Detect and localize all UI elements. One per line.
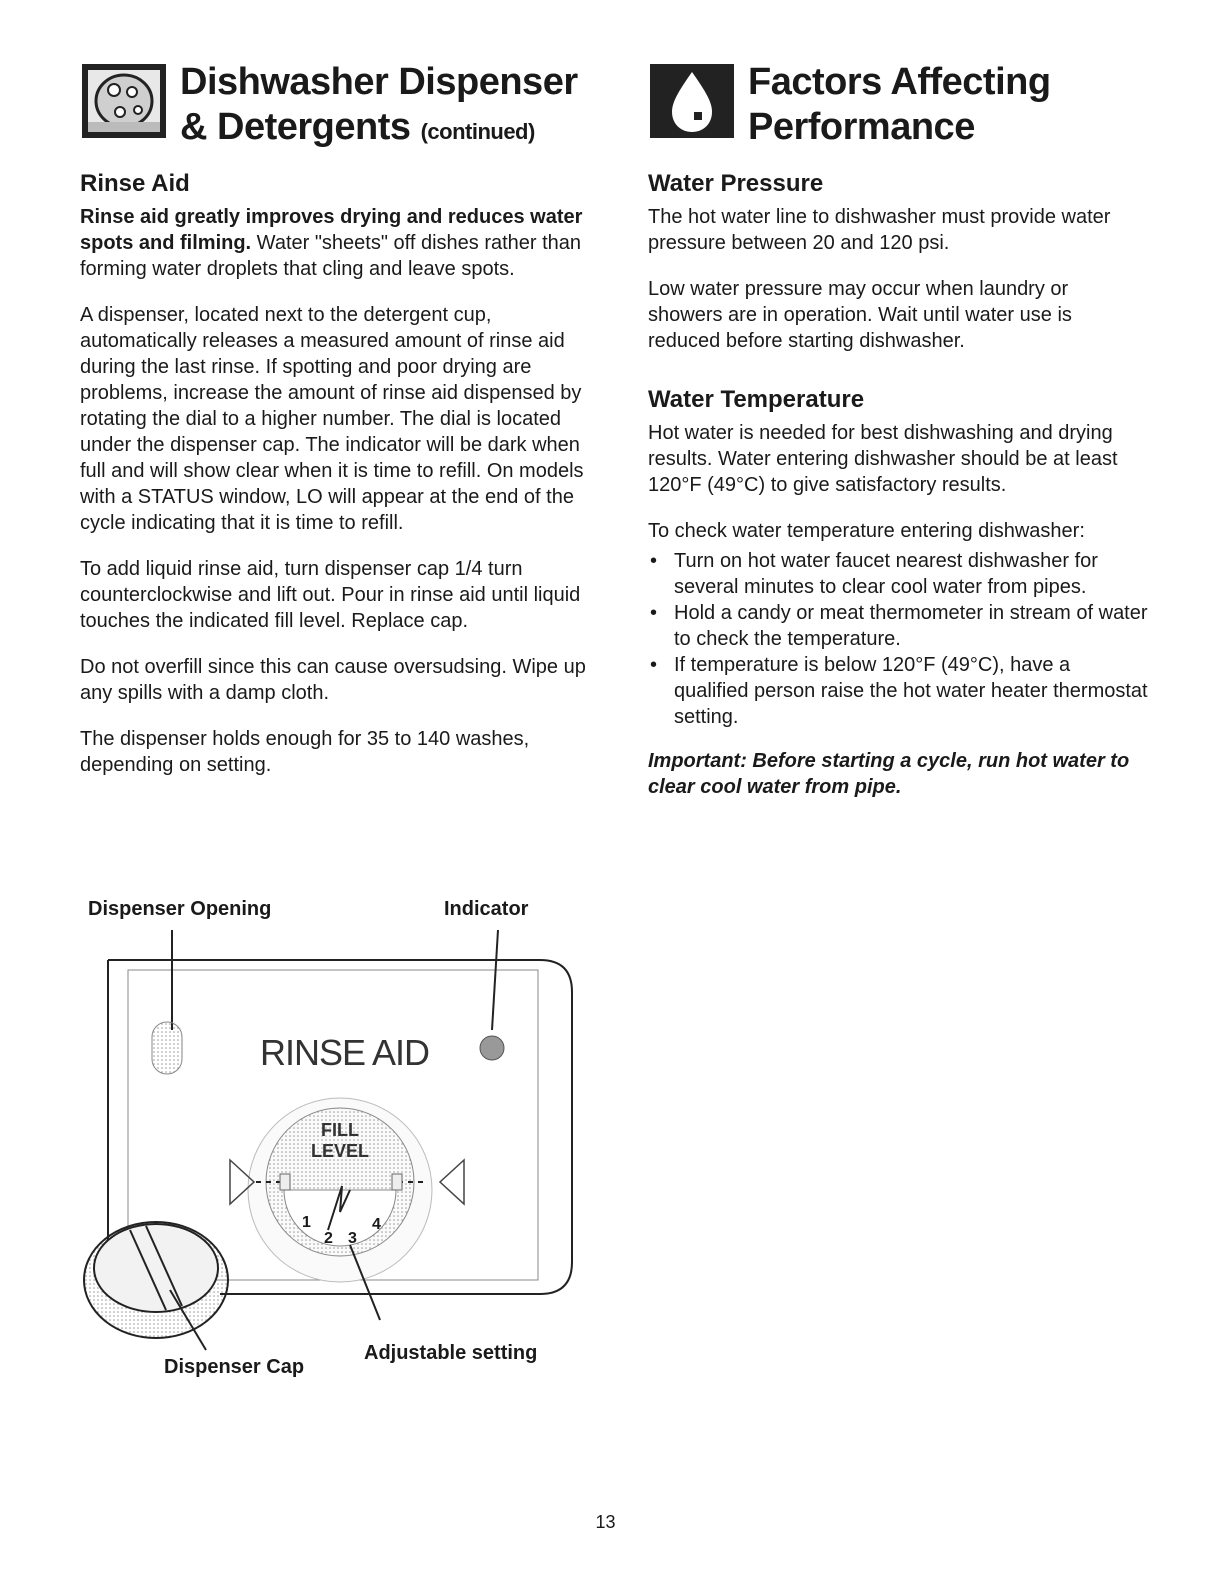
section-header-dispenser [80,60,590,170]
title-suffix: (continued) [420,119,535,144]
rinse-aid-heading: Rinse Aid [80,170,190,197]
water-temperature-heading: Water Temperature [648,386,865,413]
title-line-1: Dishwasher Dispenser [180,61,578,103]
water-temperature-paragraph-2: To check water temperature entering dishwasher: [648,520,1085,542]
label-adjustable-setting: Adjustable setting [364,1342,538,1364]
water-drop-icon [648,62,736,140]
water-pressure-heading: Water Pressure [648,170,824,197]
page-title-performance [748,60,1051,150]
page-title-dispenser [180,60,578,154]
panel-label-rinse-aid: RINSE AID [260,1032,430,1073]
rinse-aid-diagram [80,890,600,1410]
list-item: • Hold a candy or meat thermometer in stream of water to check the temperature. [648,600,1148,652]
rinse-aid-paragraph-2: A dispenser, located next to the detergent cup, automatically releases a measured amount of rinse aid during the last rinse. If spotting and poor drying are problems, increase the amount of rinse aid dispensed by rotating the dial to a higher number. The dial is located under the dispenser cap. The indicator will be dark when full and will show clear when it is time to refill. On models with a STATUS window, LO will appear at the end of the cycle indicating that it is time to refill. [80,304,584,534]
rinse-aid-paragraph-4: Do not overfill since this can cause oversudsing. Wipe up any spills with a damp cloth. [80,656,586,704]
water-pressure-paragraph-2: Low water pressure may occur when laundry or showers are in operation. Wait until water use is reduced before starting dishwasher. [648,278,1072,352]
temperature-check-list [648,548,1148,730]
dispenser-icon [80,62,168,140]
rinse-aid-paragraph-1 [80,204,590,282]
dial-number-1: 1 [302,1214,311,1231]
page-number: 13 [595,1512,616,1532]
title-line-2-main: & Detergents [180,106,411,148]
left-column [80,60,590,798]
rinse-aid-p1-rest: Water "sheets" off dishes rather than forming water droplets that cling and leave spots. [80,232,582,280]
title-line-2: Performance [748,106,975,148]
label-dispenser-cap: Dispenser Cap [164,1356,305,1378]
right-column [648,60,1148,800]
section-header-performance [648,60,1148,170]
rinse-aid-lead: Rinse aid greatly improves drying and reduces water spots and filming. [80,206,583,254]
rinse-aid-paragraph-5: The dispenser holds enough for 35 to 140 washes, depending on setting. [80,728,530,776]
dial-number-2: 2 [324,1230,333,1247]
dial-number-3: 3 [348,1230,357,1247]
list-item: • If temperature is below 120°F (49°C), have a qualified person raise the hot water heater thermostat setting. [648,652,1148,730]
title-line-2 [180,105,578,154]
rinse-aid-paragraph-3: To add liquid rinse aid, turn dispenser cap 1/4 turn counterclockwise and lift out. Pour in rinse aid until liquid touches the indicated fill level. Replace cap. [80,558,581,632]
list-item: • Turn on hot water faucet nearest dishwasher for several minutes to clear cool water from pipes. [648,548,1148,600]
label-dispenser-opening: Dispenser Opening [88,898,272,920]
label-indicator: Indicator [444,898,529,920]
water-temperature-paragraph-1: Hot water is needed for best dishwashing and drying results. Water entering dishwasher should be at least 120°F (49°C) to give satisfactory results. [648,422,1118,496]
important-note: Important: Before starting a cycle, run hot water to clear cool water from pipe. [648,750,1130,798]
water-pressure-paragraph-1: The hot water line to dishwasher must provide water pressure between 20 and 120 psi. [648,206,1111,254]
dial-fill-level-label: FILL LEVEL [310,1120,369,1161]
title-line-1: Factors Affecting [748,61,1051,103]
dial-number-4: 4 [372,1216,381,1233]
